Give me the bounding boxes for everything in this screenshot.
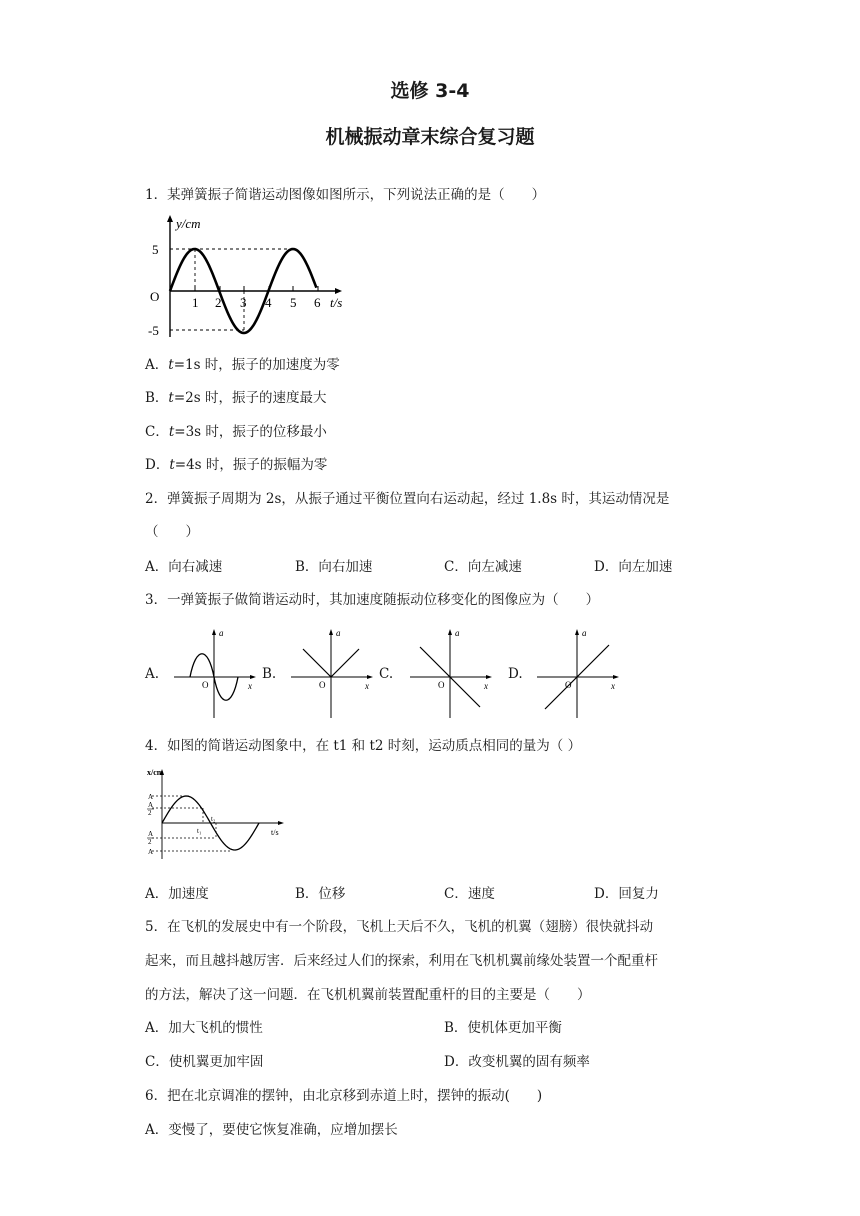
q3a-y-label: a [219,628,224,638]
q4-option-c[interactable]: C．速度 [444,886,495,902]
q2-option-c[interactable]: C．向左减速 [444,559,522,575]
q3b-origin: O [319,680,326,690]
q4-ylabel: x/cm [147,768,164,777]
q3a-origin: O [202,680,209,690]
q1-ytick-5: 5 [152,242,159,257]
q1-xtick-6: 6 [314,295,321,310]
q3-option-a-letter[interactable]: A. [145,666,160,682]
q1-origin: O [150,289,160,304]
q1-xtick-5: 5 [290,295,297,310]
q4-label-halfA-bot-num: A [148,830,154,838]
q1-xtick-3: 3 [240,295,247,310]
document-subtitle: 机械振动章末综合复习题 [325,126,535,148]
q4-stem: 4．如图的简谐运动图象中，在 t1 和 t2 时刻，运动质点相同的量为（ ） [145,738,582,754]
q4-label-t2: t₂ [211,815,216,823]
q3c-x-label: x [484,681,488,691]
q4-label-A-bot: A [148,848,154,856]
q5-option-a[interactable]: A．加大飞机的惯性 [145,1020,263,1036]
q3b-x-label: x [365,681,369,691]
q4-label-halfA-bot-den: 2 [148,838,152,846]
q3-option-d-letter[interactable]: D. [508,666,523,682]
q1-option-b[interactable]: B．t=2s 时，振子的速度最大 [145,390,327,406]
q2-stem-line1: 2．弹簧振子周期为 2s，从振子通过平衡位置向右运动起，经过 1.8s 时，其运动情况是 [145,491,670,507]
q3-graph-c [404,626,499,720]
q2-option-b[interactable]: B．向右加速 [295,559,373,575]
q4-option-d[interactable]: D．回复力 [594,886,659,902]
q6-option-a[interactable]: A．变慢了，要使它恢复准确，应增加摆长 [145,1122,398,1138]
q4-graph [144,766,294,862]
q5-option-c[interactable]: C．使机翼更加牢固 [145,1054,264,1070]
q1-xtick-2: 2 [215,295,222,310]
q1-option-d[interactable]: D．t=4s 时，振子的振幅为零 [145,457,328,473]
q1-graph [140,212,355,344]
q5-option-d[interactable]: D．改变机翼的固有频率 [444,1054,590,1070]
q3d-x-label: x [611,681,615,691]
q4-option-b[interactable]: B．位移 [295,886,346,902]
q5-stem-line3: 的方法，解决了这一问题．在飞机机翼前装置配重杆的目的主要是（ ） [145,987,591,1003]
document-title: 选修 3-4 [390,80,470,102]
q3b-y-label: a [336,628,341,638]
q2-stem-line2: （ ） [145,524,199,540]
q5-option-b[interactable]: B．使机体更加平衡 [444,1020,562,1036]
q1-xlabel: t/s [330,295,343,310]
q3c-y-label: a [455,628,460,638]
q1-xtick-4: 4 [265,295,272,310]
q3-graph-b [285,626,380,720]
q3-option-b-letter[interactable]: B. [262,666,277,682]
q3c-origin: O [438,680,445,690]
q1-ytick-neg5: -5 [148,323,159,338]
q3-graph-d [531,626,626,720]
q2-option-a[interactable]: A．向右减速 [145,559,223,575]
q4-xlabel: t/s [271,828,279,837]
q4-label-t1: t₁ [197,827,202,835]
q5-stem-line1: 5．在飞机的发展史中有一个阶段，飞机上天后不久，飞机的机翼（翅膀）很快就抖动 [145,919,654,935]
q4-label-A-top: A [148,793,154,801]
q3-option-c-letter[interactable]: C. [379,666,394,682]
q3d-origin: O [565,680,572,690]
q3-graph-a [168,626,263,720]
q5-stem-line2: 起来，而且越抖越厉害．后来经过人们的探索，利用在飞机机翼前缘处装置一个配重杆 [145,953,658,969]
q2-option-d[interactable]: D．向左加速 [594,559,673,575]
q3d-y-label: a [582,628,587,638]
q4-option-a[interactable]: A．加速度 [145,886,209,902]
q1-option-c[interactable]: C．t=3s 时，振子的位移最小 [145,424,327,440]
q4-label-halfA-top-num: A [148,801,154,809]
q1-xtick-1: 1 [192,295,199,310]
q4-label-halfA-top-den: 2 [148,809,152,817]
q1-stem: 1．某弹簧振子简谐运动图像如图所示，下列说法正确的是（ ） [145,187,546,203]
q3a-x-label: x [248,681,252,691]
q1-option-a[interactable]: A．t=1s 时，振子的加速度为零 [145,357,340,373]
q3-stem: 3．一弹簧振子做简谐运动时，其加速度随振动位移变化的图像应为（ ） [145,592,600,608]
q1-ylabel: y/cm [176,216,201,231]
q6-stem: 6．把在北京调准的摆钟，由北京移到赤道上时，摆钟的振动( ) [145,1088,543,1104]
